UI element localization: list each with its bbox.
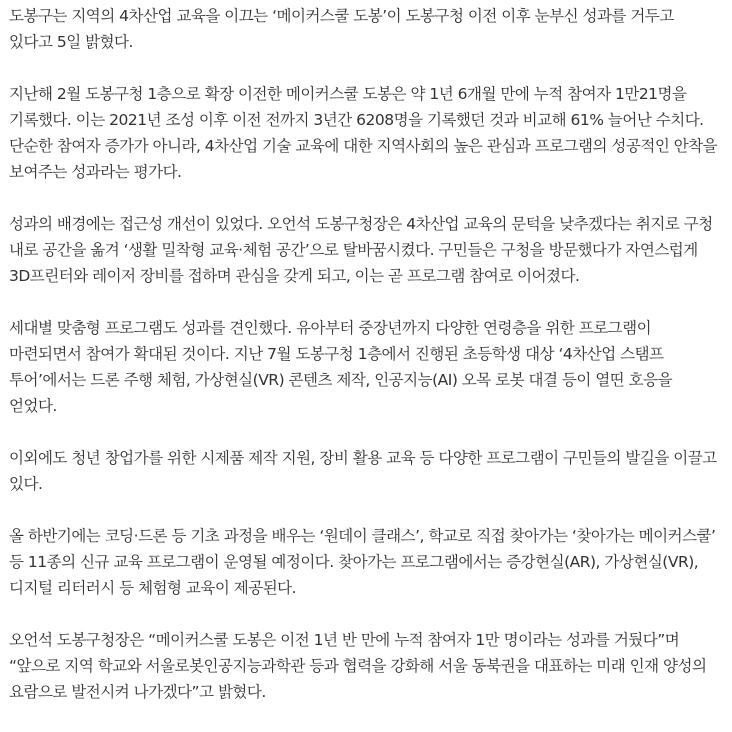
article-paragraph-7: 오언석 도봉구청장은 “메이커스쿨 도봉은 이전 1년 반 만에 누적 참여자 1만 명이라는 성과를 거뒀다”며 “앞으로 지역 학교와 서울로봇인공지능과학관 등과 협력을 강화해 서울 동북권을 대표하는 미래 인재 양성의 요람으로 발전시켜 나가겠다”고 밝혔다. [9,631,707,701]
article-paragraph-4: 세대별 맞춤형 프로그램도 성과를 견인했다. 유아부터 중장년까지 다양한 연령층을 위한 프로그램이 마련되면서 참여가 확대된 것이다. 지난 7월 도봉구청 1층에서 진행된 초등학생 대상 ‘4차산업 스탬프 투어’에서는 드론 주행 체험, 가상현실(VR) 콘텐츠 제작, 인공지능(AI) 오목 로봇 대결 등이 열띤 호응을 얻었다. [9,319,673,415]
article-paragraph-6: 올 하반기에는 코딩·드론 등 기초 과정을 배우는 ‘원데이 클래스’, 학교로 직접 찾아가는 ‘찾아가는 메이커스쿨’ 등 11종의 신규 교육 프로그램이 운영될 예정이다. 찾아가는 프로그램에서는 증강현실(AR), 가상현실(VR), 디지털 리터러시 등 체험형 교육이 제공된다. [9,527,716,597]
article-paragraph-5: 이외에도 청년 창업가를 위한 시제품 제작 지원, 장비 활용 교육 등 다양한 프로그램이 구민들의 발길을 이끌고 있다. [9,449,717,493]
article-paragraph-1: 도봉구는 지역의 4차산업 교육을 이끄는 ‘메이커스쿨 도봉’이 도봉구청 이전 이후 눈부신 성과를 거두고 있다고 5일 밝혔다. [9,7,674,51]
article-paragraph-3: 성과의 배경에는 접근성 개선이 있었다. 오언석 도봉구청장은 4차산업 교육의 문턱을 낮추겠다는 취지로 구청 내로 공간을 옮겨 ‘생활 밀착형 교육·체험 공간’으로 탈바꿈시켰다. 구민들은 구청을 방문했다가 자연스럽게 3D프린터와 레이저 장비를 접하며 관심을 갖게 되고, 이는 곧 프로그램 참여로 이어졌다. [9,215,713,285]
article-paragraph-2: 지난해 2월 도봉구청 1층으로 확장 이전한 메이커스쿨 도봉은 약 1년 6개월 만에 누적 참여자 1만21명을 기록했다. 이는 2021년 조성 이후 이전 전까지 3년간 6208명을 기록했던 것과 비교해 61% 늘어난 수치다. 단순한 참여자 증가가 아니라, 4차산업 기술 교육에 대한 지역사회의 높은 관심과 프로그램의 성공적인 안착을 보여주는 성과라는 평가다. [9,85,718,181]
